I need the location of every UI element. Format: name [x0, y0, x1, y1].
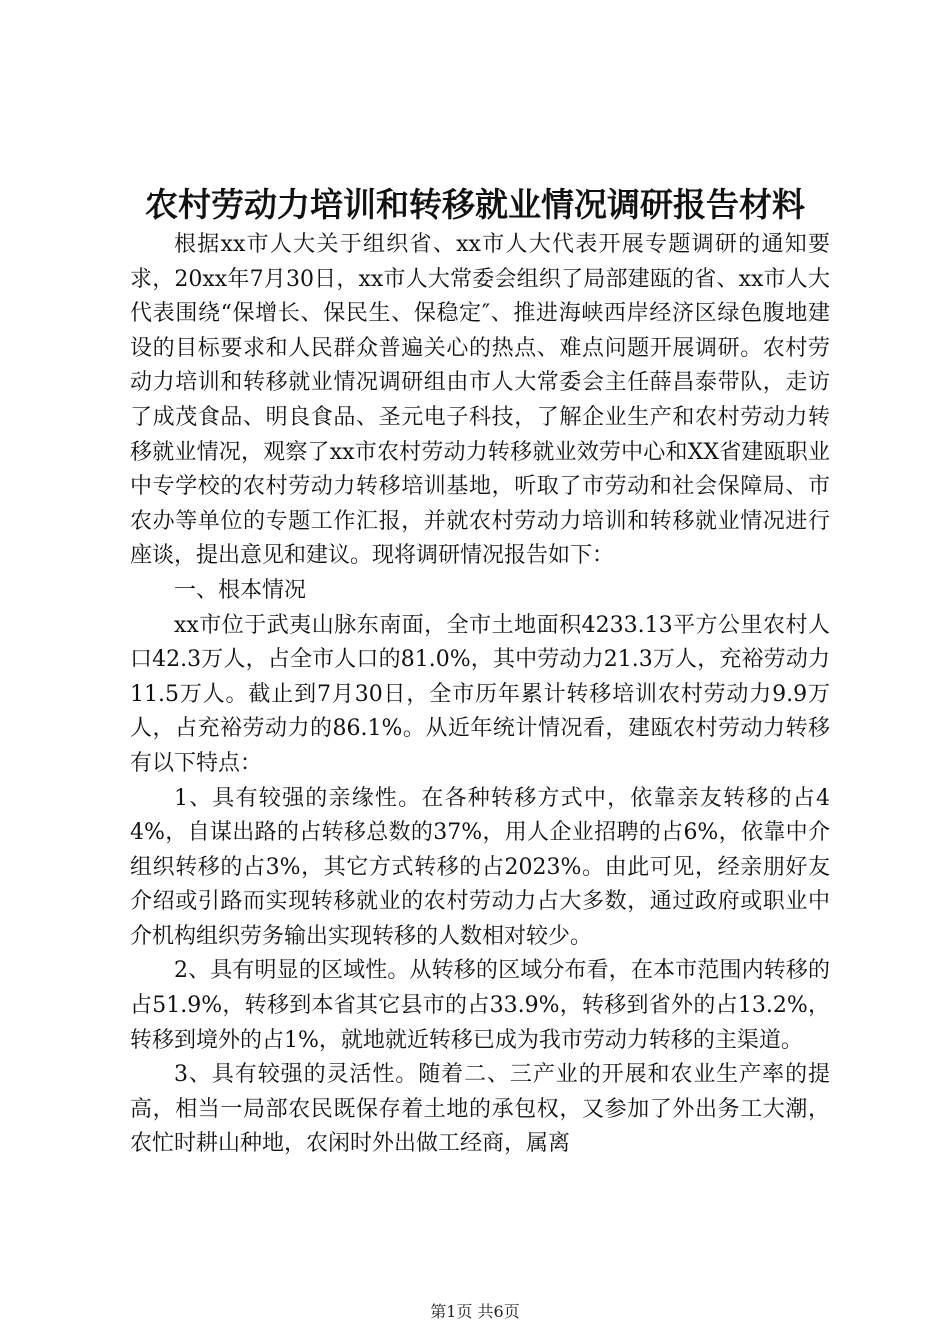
- paragraph-basic-situation: xx市位于武夷山脉东南面，全市土地面积4233.13平方公里农村人口42.3万人，占全市人口的81.0%，其中劳动力21.3万人，充裕劳动力11.5万人。截止到7月30日，全市历年累计转移培训农村劳动力9.9万人，占充裕劳动力的86.1%。从近年统计情况看，建瓯农村劳动力转移有以下特点：: [130, 612, 830, 776]
- paragraph-feature-2: 2、具有明显的区域性。从转移的区域分布看，在本市范围内转移的占51.9%，转移到本省其它县市的占33.9%，转移到省外的占13.2%，转移到境外的占1%，就地就近转移已成为我市劳动力转移的主渠道。: [130, 958, 830, 1053]
- document-title: 农村劳动力培训和转移就业情况调研报告材料: [145, 185, 805, 224]
- page-number: 第1页 共6页: [430, 1302, 520, 1321]
- section-heading-basic-situation: 一、根本情况: [174, 577, 307, 603]
- document-body: [130, 228, 830, 1162]
- paragraph-intro: 根据xx市人大关于组织省、xx市人大代表开展专题调研的通知要求，20xx年7月30日，xx市人大常委会组织了局部建瓯的省、xx市人大代表围绕“保增长、保民生、保稳定″、推进海峡西岸经济区绿色腹地建设的目标要求和人民群众普遍关心的热点、难点问题开展调研。农村劳动力培训和转移就业情况调研组由市人大常委会主任薛昌泰带队，走访了成茂食品、明良食品、圣元电子科技，了解企业生产和农村劳动力转移就业情况，观察了xx市农村劳动力转移就业效劳中心和XX省建瓯职业中专学校的农村劳动力转移培训基地，听取了市劳动和社会保障局、市农办等单位的专题工作汇报，并就农村劳动力培训和转移就业情况进行座谈，提出意见和建议。现将调研情况报告如下：: [130, 232, 830, 569]
- paragraph-feature-1: 1、具有较强的亲缘性。在各种转移方式中，依靠亲友转移的占44%，自谋出路的占转移总数的37%，用人企业招聘的占6%，依靠中介组织转移的占3%，其它方式转移的占2023%。由此可见，经亲朋好友介绍或引路而实现转移就业的农村劳动力占大多数，通过政府或职业中介机构组织劳务输出实现转移的人数相对较少。: [130, 785, 830, 949]
- paragraph-feature-3: 3、具有较强的灵活性。随着二、三产业的开展和农业生产率的提高，相当一局部农民既保存着土地的承包权，又参加了外出务工大潮，农忙时耕山种地，农闲时外出做工经商，属离: [130, 1062, 830, 1157]
